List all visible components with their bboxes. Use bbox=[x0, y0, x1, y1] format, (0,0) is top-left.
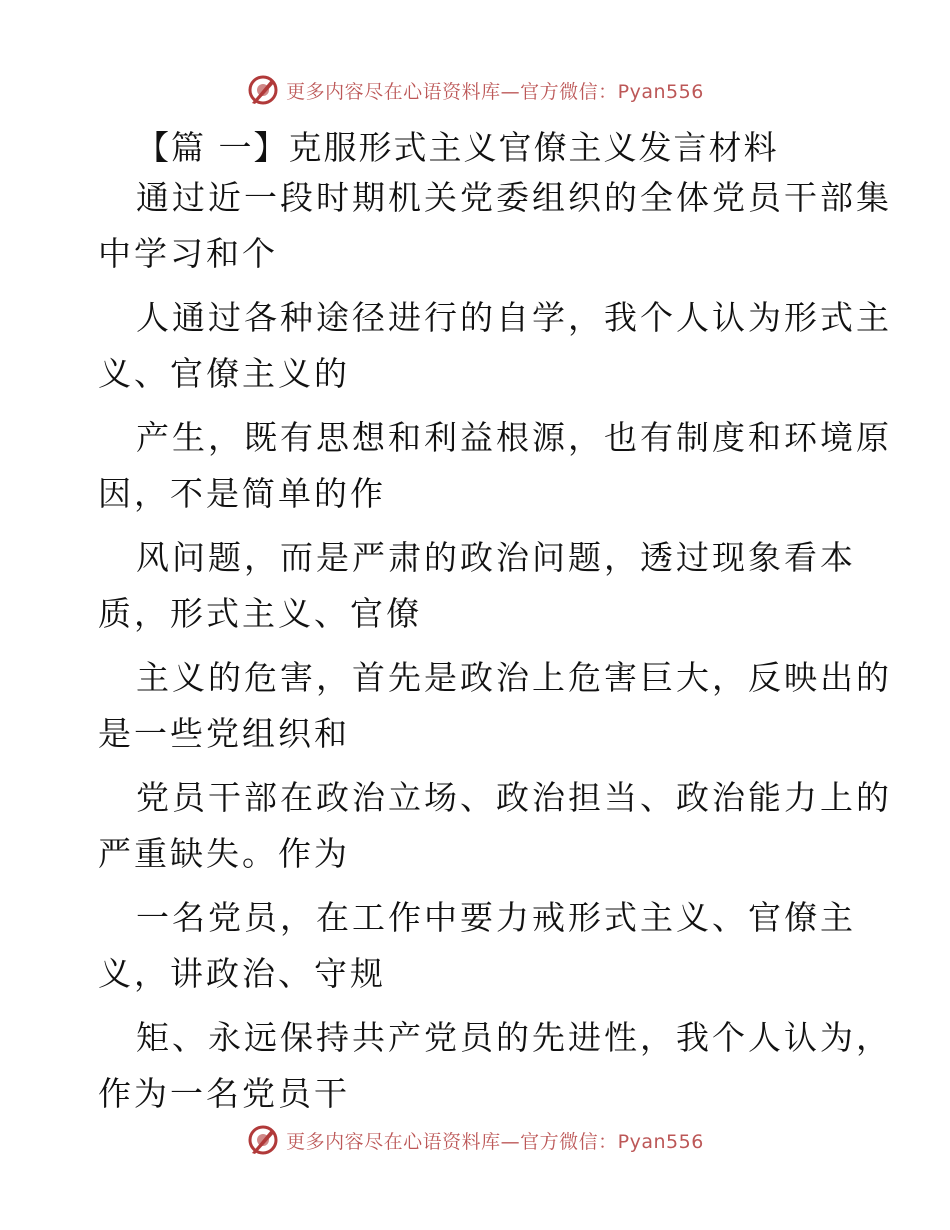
text-line: 矩、永远保持共产党员的先进性，我个人认为， bbox=[136, 1018, 892, 1057]
text-line: 严重缺失。作为 bbox=[98, 834, 350, 873]
text-line: 一名党员，在工作中要力戒形式主义、官僚主 bbox=[136, 898, 856, 937]
text-line: 义、官僚主义的 bbox=[98, 354, 350, 393]
quill-seal-icon bbox=[246, 73, 280, 107]
text-line: 中学习和个 bbox=[98, 234, 278, 273]
text-line: 人通过各种途径进行的自学，我个人认为形式主 bbox=[136, 298, 892, 337]
text-line: 通过近一段时期机关党委组织的全体党员干部集 bbox=[136, 178, 892, 217]
text-line: 主义的危害，首先是政治上危害巨大，反映出的 bbox=[136, 658, 892, 697]
text-line: 风问题，而是严肃的政治问题，透过现象看本 bbox=[136, 538, 856, 577]
watermark-text: 更多内容尽在心语资料库—官方微信：Pyan556 bbox=[286, 80, 704, 103]
quill-seal-icon bbox=[246, 1123, 280, 1157]
document-title: 【篇 一】克服形式主义官僚主义发言材料 bbox=[136, 128, 779, 167]
text-line: 作为一名党员干 bbox=[98, 1074, 350, 1113]
footer-watermark bbox=[0, 1120, 950, 1160]
text-line: 质，形式主义、官僚 bbox=[98, 594, 422, 633]
header-watermark bbox=[0, 70, 950, 110]
document-body bbox=[98, 128, 892, 1138]
text-line: 因，不是简单的作 bbox=[98, 474, 386, 513]
text-line: 义，讲政治、守规 bbox=[98, 954, 386, 993]
text-line: 党员干部在政治立场、政治担当、政治能力上的 bbox=[136, 778, 892, 817]
text-line: 产生，既有思想和利益根源，也有制度和环境原 bbox=[136, 418, 892, 457]
text-line: 是一些党组织和 bbox=[98, 714, 350, 753]
watermark-text: 更多内容尽在心语资料库—官方微信：Pyan556 bbox=[286, 1130, 704, 1153]
